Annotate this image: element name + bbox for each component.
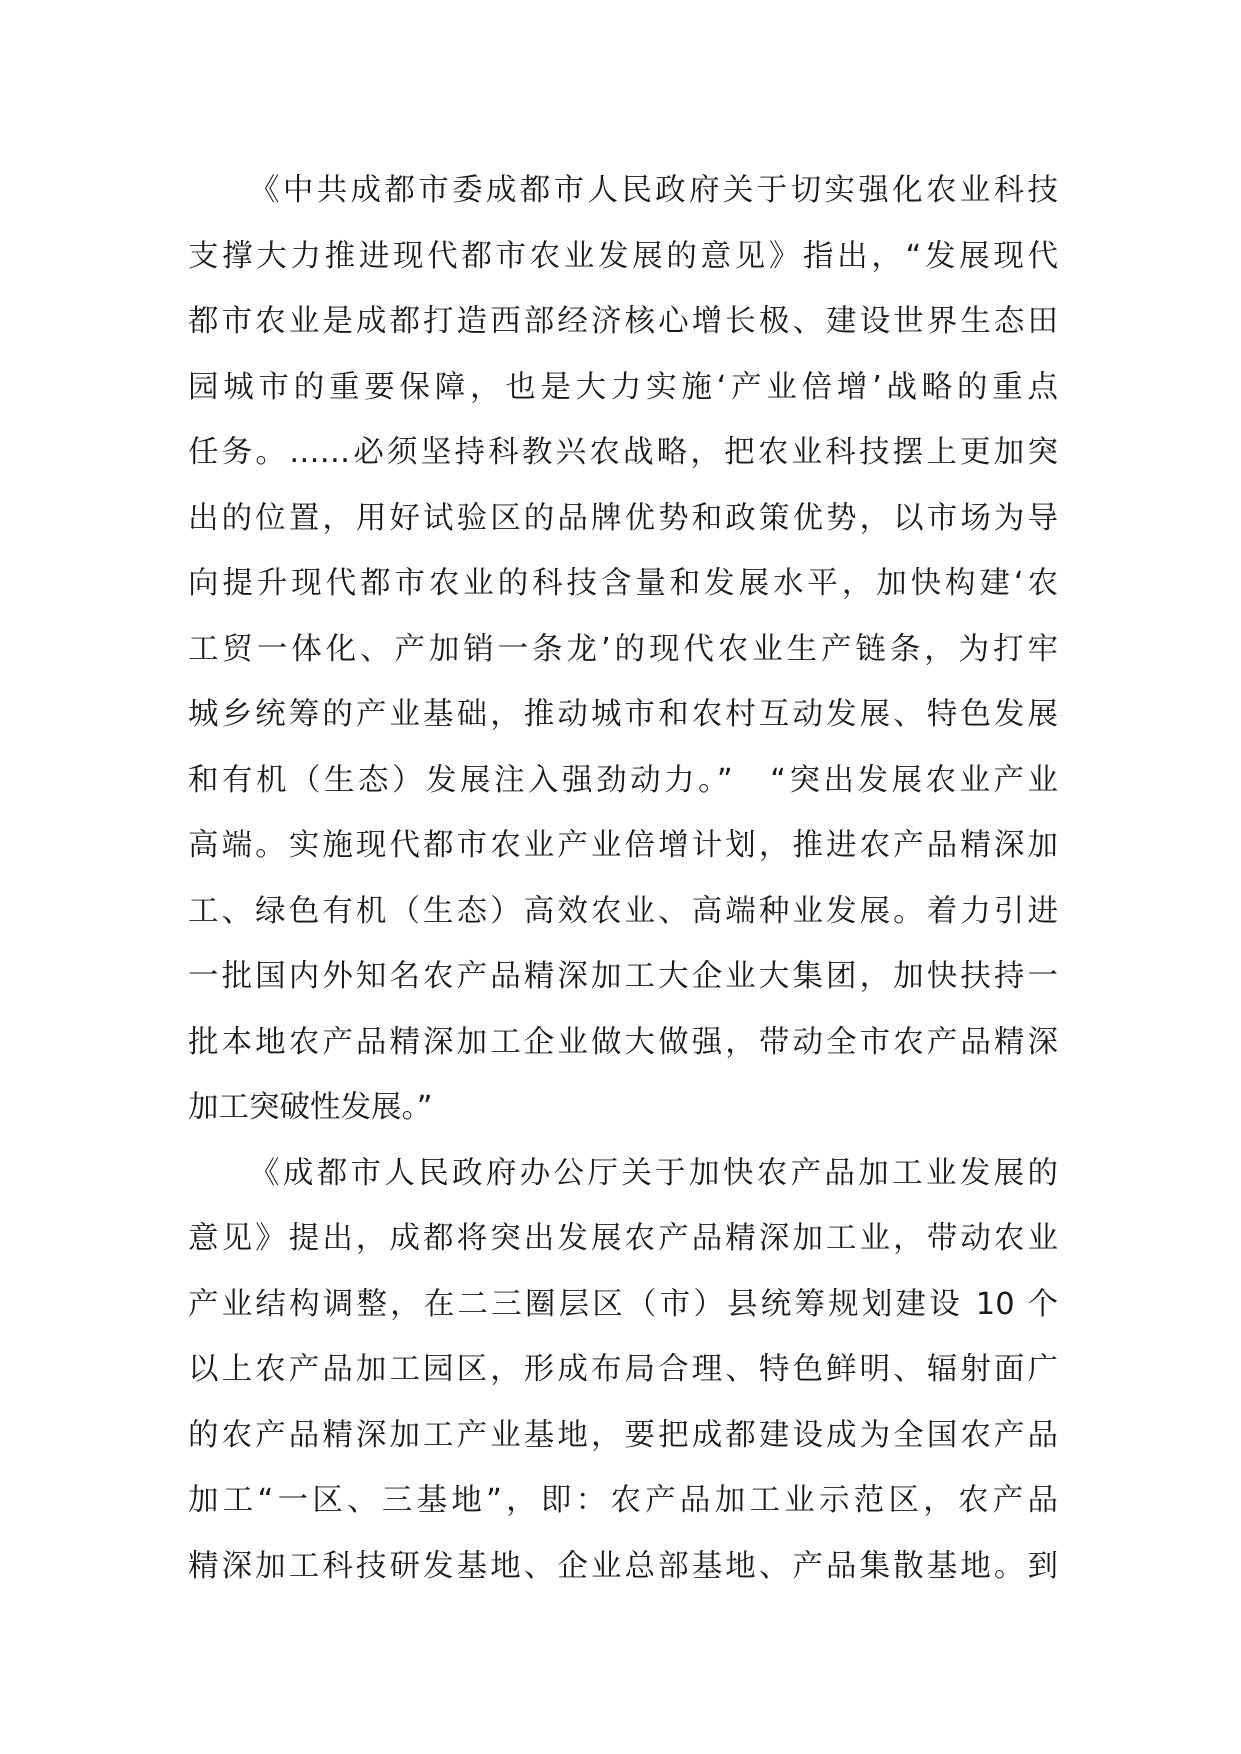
paragraph-2 [188,1141,1058,1600]
text-line: 加工突破性发展。” [188,1090,433,1125]
text-line: 一批国内外知名农产品精深加工大企业大集团，加快扶持一 [188,959,1058,994]
text-line: 工、绿色有机（生态）高效农业、高端种业发展。着力引进 [188,893,1058,929]
document-body [188,158,1058,1599]
text-line: 意见》提出，成都将突出发展农产品精深加工业，带动农业 [188,1221,1058,1256]
text-line: 的农产品精深加工产业基地，要把成都建设成为全国农产品 [188,1417,1058,1453]
text-line: 《成都市人民政府办公厅关于加快农产品加工业发展的 [249,1155,1058,1191]
text-line: 城乡统筹的产业基础，推动城市和农村互动发展、特色发展 [188,697,1058,732]
text-line: 精深加工科技研发基地、企业总部基地、产品集散基地。到 [188,1548,1058,1584]
text-line: 以上农产品加工园区，形成布局合理、特色鲜明、辐射面广 [188,1352,1058,1387]
text-line: 都市农业是成都打造西部经济核心增长极、建设世界生态田 [188,304,1058,339]
text-line: 出的位置，用好试验区的品牌优势和政策优势，以市场为导 [188,500,1058,536]
text-line: 高端。实施现代都市农业产业倍增计划，推进农产品精深加 [188,828,1058,863]
text-line: 园城市的重要保障，也是大力实施‘产业倍增’战略的重点 [188,369,1058,405]
text-line: 支撑大力推进现代都市农业发展的意见》指出，“发展现代 [188,238,1058,274]
text-line: 加工“一区、三基地”，即：农产品加工业示范区，农产品 [188,1483,1058,1518]
text-line: 任务。……必须坚持科教兴农战略，把农业科技摆上更加突 [188,435,1058,470]
text-line: 产业结构调整，在二三圈层区（市）县统筹规划建设 10 个 [188,1286,1058,1322]
text-line: 向提升现代都市农业的科技含量和发展水平，加快构建‘农 [188,566,1058,601]
text-line: 和有机（生态）发展注入强劲动力。” “突出发展农业产业 [188,762,1058,798]
text-line: 工贸一体化、产加销一条龙’的现代农业生产链条，为打牢 [188,631,1058,667]
paragraph-1 [188,158,1058,1141]
text-line: 批本地农产品精深加工企业做大做强，带动全市农产品精深 [188,1024,1058,1060]
text-line: 《中共成都市委成都市人民政府关于切实强化农业科技 [249,173,1058,208]
